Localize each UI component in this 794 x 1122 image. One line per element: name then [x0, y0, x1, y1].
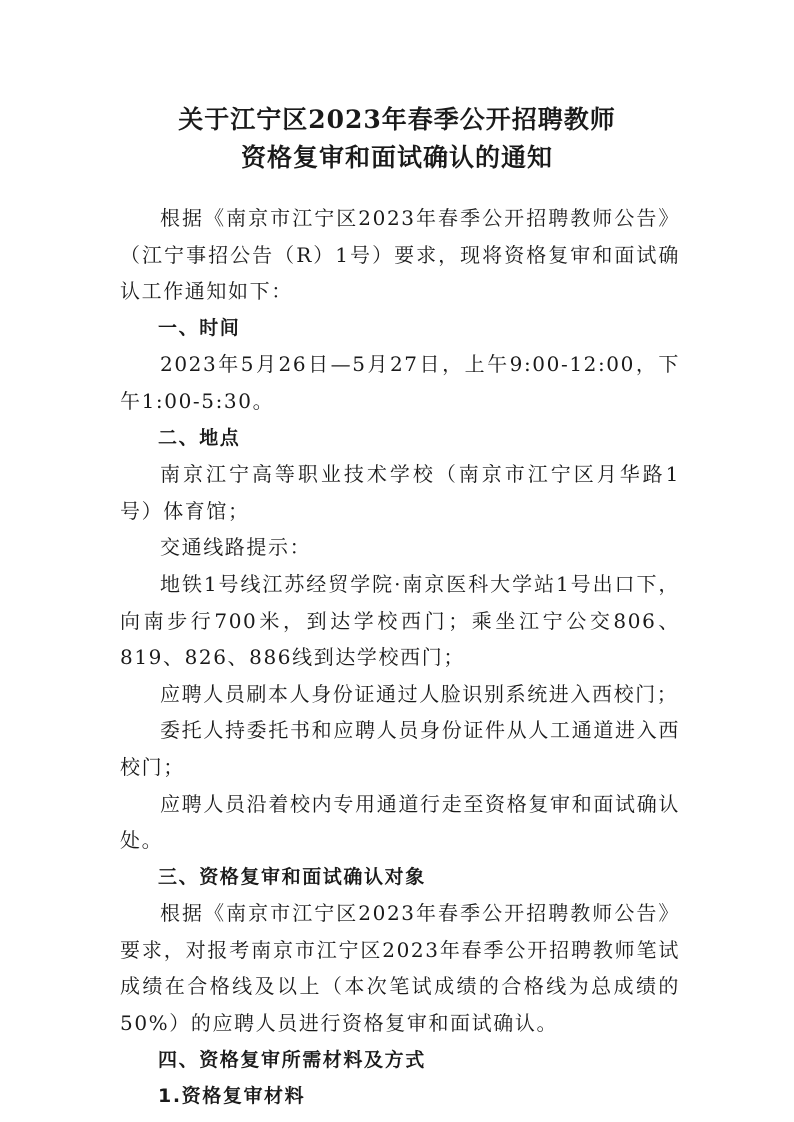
notice-body [120, 200, 680, 1115]
targets-paragraph: 根据《南京市江宁区2023年春季公开招聘教师公告》要求，对报考南京市江宁区2023年春季公开招聘教师笔试成绩在合格线及以上（本次笔试成绩的合格线为总成绩的50%）的应聘人员进行资格复审和面试确认。 [120, 901, 680, 1036]
title-line-1: 关于江宁区2023年春季公开招聘教师 [178, 105, 616, 134]
entry-id-paragraph: 应聘人员刷本人身份证通过人脸识别系统进入西校门； [160, 681, 679, 706]
section-heading-location: 二、地点 [158, 426, 241, 449]
title-line-2: 资格复审和面试确认的通知 [240, 143, 553, 172]
entry-proxy-paragraph: 委托人持委托书和应聘人员身份证件从人工通道进入西校门； [120, 718, 680, 779]
time-paragraph: 2023年5月26日—5月27日，上午9:00-12:00，下午1:00-5:30。 [120, 352, 680, 413]
transport-paragraph: 地铁1号线江苏经贸学院·南京医科大学站1号出口下，向南步行700米，到达学校西门；乘坐江宁公交806、819、826、886线到达学校西门； [120, 571, 680, 670]
intro-paragraph: 根据《南京市江宁区2023年春季公开招聘教师公告》（江宁事招公告（R）1号）要求，现将资格复审和面试确认工作通知如下： [120, 206, 680, 304]
route-paragraph: 应聘人员沿着校内专用通道行走至资格复审和面试确认处。 [120, 791, 680, 853]
transport-label: 交通线路提示： [160, 535, 312, 560]
location-paragraph: 南京江宁高等职业技术学校（南京市江宁区月华路1号）体育馆； [120, 462, 680, 523]
section-heading-targets: 三、资格复审和面试确认对象 [158, 865, 426, 888]
subsection-heading-materials: 1.资格复审材料 [158, 1085, 306, 1108]
section-heading-materials: 四、资格复审所需材料及方式 [158, 1048, 426, 1071]
section-heading-time: 一、时间 [158, 316, 241, 339]
